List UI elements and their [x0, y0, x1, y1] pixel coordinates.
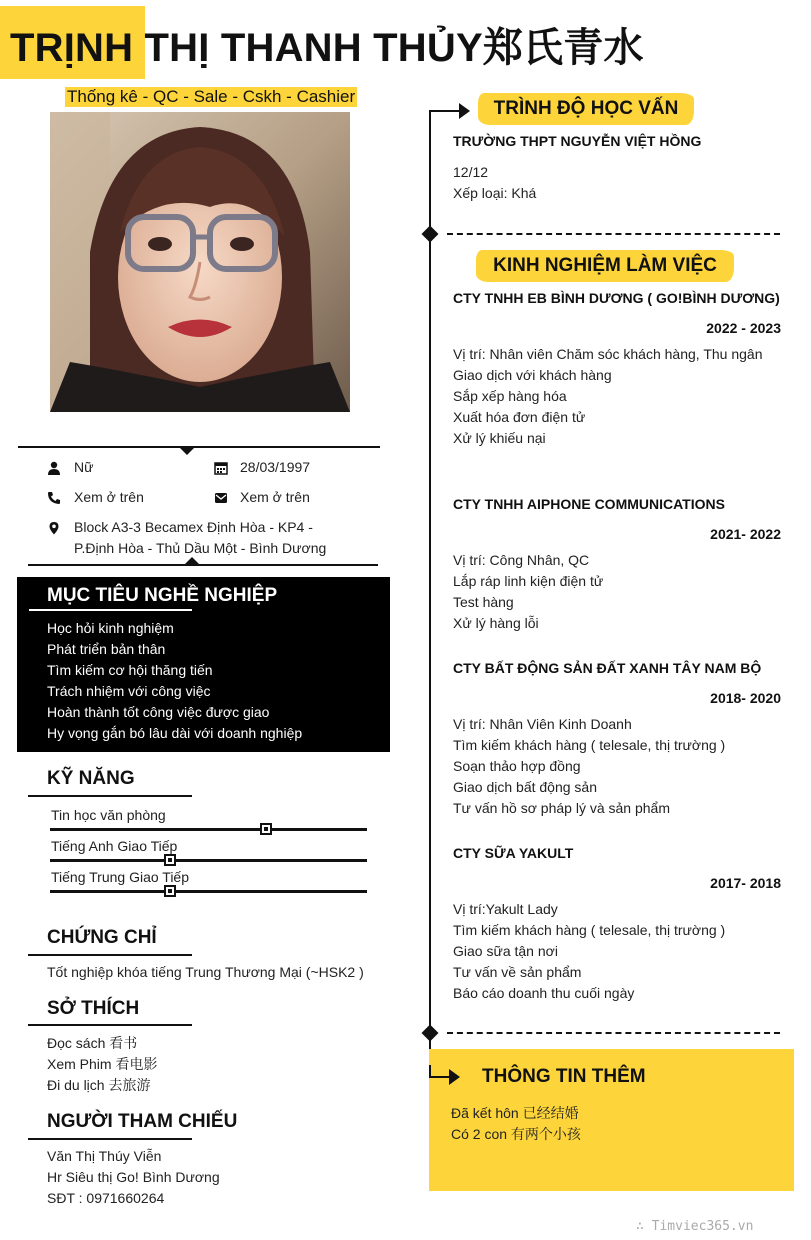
education-rank: Xếp loại: Khá: [453, 185, 537, 201]
reference-item: SĐT : 0971660264: [47, 1190, 165, 1206]
job-duty: Test hàng: [453, 594, 514, 610]
education-details: [453, 162, 536, 204]
envelope-icon: [214, 491, 228, 505]
candidate-name: TRỊNH THỊ THANH THỦY郑氏青水: [10, 26, 644, 70]
references-title: NGƯỜI THAM CHIẾU: [47, 1111, 238, 1132]
skill-bar: [50, 859, 367, 862]
job-duty: Vị trí: Công Nhân, QC: [453, 552, 590, 568]
job-duty: Xuất hóa đơn điện tử: [453, 409, 586, 425]
address-line-2: P.Định Hòa - Thủ Dầu Một - Bình Dương: [74, 540, 327, 556]
job-duty: Tư vấn hồ sơ pháp lý và sản phẩm: [453, 800, 670, 816]
job-duty: Tìm kiếm khách hàng ( telesale, thị trường ): [453, 922, 726, 938]
extra-info-section: [429, 1049, 794, 1191]
job-duty: Soạn thảo hợp đồng: [453, 758, 581, 774]
objective-title: MỤC TIÊU NGHỀ NGHIỆP: [47, 585, 278, 606]
education-title: TRÌNH ĐỘ HỌC VẤN: [478, 93, 694, 125]
school-name: TRƯỜNG THPT NGUYỄN VIỆT HỒNG: [453, 133, 702, 149]
job-duties: [453, 344, 762, 449]
references-list: [47, 1146, 220, 1209]
info-top-divider: [18, 446, 380, 448]
hobby-item: Xem Phim 看电影: [47, 1056, 158, 1072]
job-years: 2018- 2020: [710, 690, 781, 706]
skill-level-knob: [164, 854, 176, 866]
job-duty: Vị trí: Nhân viên Chăm sóc khách hàng, Thu ngân: [453, 346, 763, 362]
extra-connector: [429, 1076, 451, 1078]
job-duty: Xử lý hàng lỗi: [453, 615, 539, 631]
job-duties: [453, 899, 725, 1004]
skill-name: Tiếng Anh Giao Tiếp: [51, 838, 178, 854]
avatar: [50, 112, 350, 412]
job-duty: Giao dịch bất động sản: [453, 779, 597, 795]
desired-position: Thống kê - QC - Sale - Cskh - Cashier: [67, 87, 356, 106]
job-duty: Sắp xếp hàng hóa: [453, 388, 567, 404]
birthdate-value: 28/03/1997: [240, 459, 311, 475]
job-years: 2021- 2022: [710, 526, 781, 542]
timeline-line: [429, 110, 431, 1065]
objective-item: Tìm kiếm cơ hội thăng tiến: [47, 662, 213, 678]
skills-title: KỸ NĂNG: [47, 768, 135, 789]
timeline-diamond-icon: [422, 226, 439, 243]
job-duty: Vị trí:Yakult Lady: [453, 901, 558, 917]
job-years: 2017- 2018: [710, 875, 781, 891]
job-company: CTY SỮA YAKULT: [453, 845, 574, 861]
job-company: CTY BẤT ĐỘNG SẢN ĐẤT XANH TÂY NAM BỘ: [453, 660, 762, 676]
objective-item: Phát triển bản thân: [47, 641, 166, 657]
hobbies-underline: [28, 1024, 192, 1026]
phone-value: Xem ở trên: [74, 489, 144, 505]
extra-info-list: [451, 1103, 581, 1145]
skill-name: Tiếng Trung Giao Tiếp: [51, 869, 190, 885]
avatar-portrait: [50, 112, 350, 412]
job-duty: Tìm kiếm khách hàng ( telesale, thị trường ): [453, 737, 726, 753]
timeline-diamond-icon: [422, 1025, 439, 1042]
skill-level-knob: [164, 885, 176, 897]
hobby-item: Đọc sách 看书: [47, 1035, 138, 1051]
job-duties: [453, 550, 603, 634]
user-icon: [47, 461, 61, 475]
location-pin-icon: [47, 521, 61, 535]
objective-item: Hy vọng gắn bó lâu dài với doanh nghiệp: [47, 725, 303, 741]
objective-list: [47, 618, 302, 744]
objective-underline: [29, 609, 192, 611]
experience-divider: [447, 1032, 780, 1034]
extra-info-item: Có 2 con 有两个小孩: [451, 1126, 581, 1142]
job-duty: Giao dịch với khách hàng: [453, 367, 612, 383]
job-duty: Xử lý khiếu nại: [453, 430, 546, 446]
certificate-item: Tốt nghiệp khóa tiếng Trung Thương Mại (~HSK2 ): [47, 964, 364, 980]
info-bottom-divider: [28, 564, 378, 566]
gender-value: Nữ: [74, 459, 94, 475]
certificates-underline: [28, 954, 192, 956]
calendar-icon: [214, 461, 228, 475]
reference-item: Văn Thị Thúy Viễn: [47, 1148, 162, 1164]
job-company: CTY TNHH EB BÌNH DƯƠNG ( GO!BÌNH DƯƠNG): [453, 290, 780, 306]
education-divider: [447, 233, 780, 235]
extra-arrow-icon: [449, 1069, 460, 1085]
job-duty: Vị trí: Nhân Viên Kinh Doanh: [453, 716, 632, 732]
reference-item: Hr Siêu thị Go! Bình Dương: [47, 1169, 220, 1185]
email-value: Xem ở trên: [240, 489, 310, 505]
objective-item: Trách nhiệm với công việc: [47, 683, 211, 699]
certificates-title: CHỨNG CHỈ: [47, 927, 157, 948]
skill-level-knob: [260, 823, 272, 835]
skills-underline: [28, 795, 192, 797]
timeline-arrow-icon: [459, 103, 470, 119]
extra-info-item: Đã kết hôn 已经结婚: [451, 1105, 579, 1121]
objective-item: Hoàn thành tốt công việc được giao: [47, 704, 270, 720]
education-grade: 12/12: [453, 164, 489, 180]
skill-bar: [50, 890, 367, 893]
job-duty: Giao sữa tận nơi: [453, 943, 558, 959]
hobby-item: Đi du lịch 去旅游: [47, 1077, 151, 1093]
timeline-top-connector: [429, 110, 461, 112]
job-company: CTY TNHH AIPHONE COMMUNICATIONS: [453, 496, 725, 512]
experience-title: KINH NGHIỆM LÀM VIỆC: [476, 250, 734, 282]
phone-icon: [47, 491, 61, 505]
skill-bar: [50, 828, 367, 831]
info-top-pointer: [179, 447, 195, 455]
address-line-1: Block A3-3 Becamex Định Hòa - KP4 -: [74, 519, 313, 535]
job-duty: Lắp ráp linh kiện điện tử: [453, 573, 604, 589]
skill-name: Tin học văn phòng: [51, 807, 166, 823]
hobbies-list: [47, 1033, 157, 1096]
job-duty: Tư vấn về sản phẩm: [453, 964, 582, 980]
extra-info-title: THÔNG TIN THÊM: [482, 1066, 646, 1087]
career-objective-section: [17, 577, 390, 752]
job-duty: Báo cáo doanh thu cuối ngày: [453, 985, 635, 1001]
objective-item: Học hỏi kinh nghiệm: [47, 620, 174, 636]
references-underline: [28, 1138, 192, 1140]
watermark: ∴ Timviec365.vn: [636, 1219, 754, 1234]
job-years: 2022 - 2023: [706, 320, 781, 336]
job-duties: [453, 714, 725, 819]
certificates-list: [47, 962, 364, 983]
hobbies-title: SỞ THÍCH: [47, 998, 140, 1019]
